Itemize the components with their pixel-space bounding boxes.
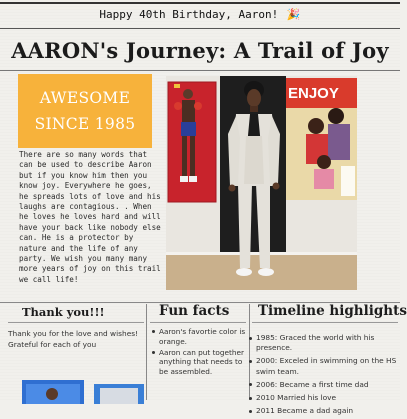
banner-text: Happy 40th Birthday, Aaron! [99, 8, 279, 21]
list-item: 2010 Married his love [248, 393, 398, 403]
list-item: 2011 Became a dad again [248, 406, 398, 416]
list-item: 2000: Exceled in swimming on the HS swim team. [248, 356, 398, 376]
list-item: 2006: Became a first time dad [248, 380, 398, 390]
timeline-list [248, 333, 398, 419]
column-divider [146, 304, 147, 400]
fun-facts-list [150, 327, 250, 378]
list-item: Aaron's favortie color is orange. [150, 327, 250, 347]
thanks-heading: Thank you!!! [22, 305, 105, 319]
thanks-photo [94, 384, 144, 404]
top-rule [0, 2, 400, 4]
list-item: 1985: Graced the world with his presence. [248, 333, 398, 353]
thanks-photo-illustration [94, 384, 144, 404]
gallery-photo-illustration [166, 76, 357, 290]
heading-rule [252, 322, 398, 323]
headline-rule [0, 70, 400, 71]
heading-rule [8, 322, 144, 323]
list-item: Aaron can put together anything that needs to be assembled. [150, 348, 250, 377]
party-popper-icon: 🎉 [286, 8, 301, 21]
banner-rule [0, 28, 400, 29]
enjoy-sign: ENJOY [288, 85, 339, 102]
timeline-heading: Timeline highlights [258, 303, 407, 319]
intro-paragraph: There are so many words that can be used to describe Aaron but if you know him then you know joy. Everywhere he goes, he spreads lots of love and his laughs are contagious. . When he loves he loves hard and will have your back like nobody else can. He is a protector by nature and the life of any party. We wish you many many more years of joy on this trail we call life! [19, 150, 161, 284]
fun-facts-heading: Fun facts [159, 303, 230, 319]
heading-rule [150, 322, 246, 323]
awesome-since-badge [18, 74, 152, 148]
awesome-line: AWESOME [39, 89, 131, 107]
birthday-banner [0, 6, 400, 24]
since-line: SINCE 1985 [34, 115, 136, 133]
thanks-photo-illustration [22, 380, 84, 404]
thanks-photo [22, 380, 84, 404]
main-photo [166, 76, 357, 290]
thanks-text: Thank you for the love and wishes! Grateful for each of you [8, 329, 139, 349]
page-title: AARON's Journey: A Trail of Joy [11, 38, 389, 63]
